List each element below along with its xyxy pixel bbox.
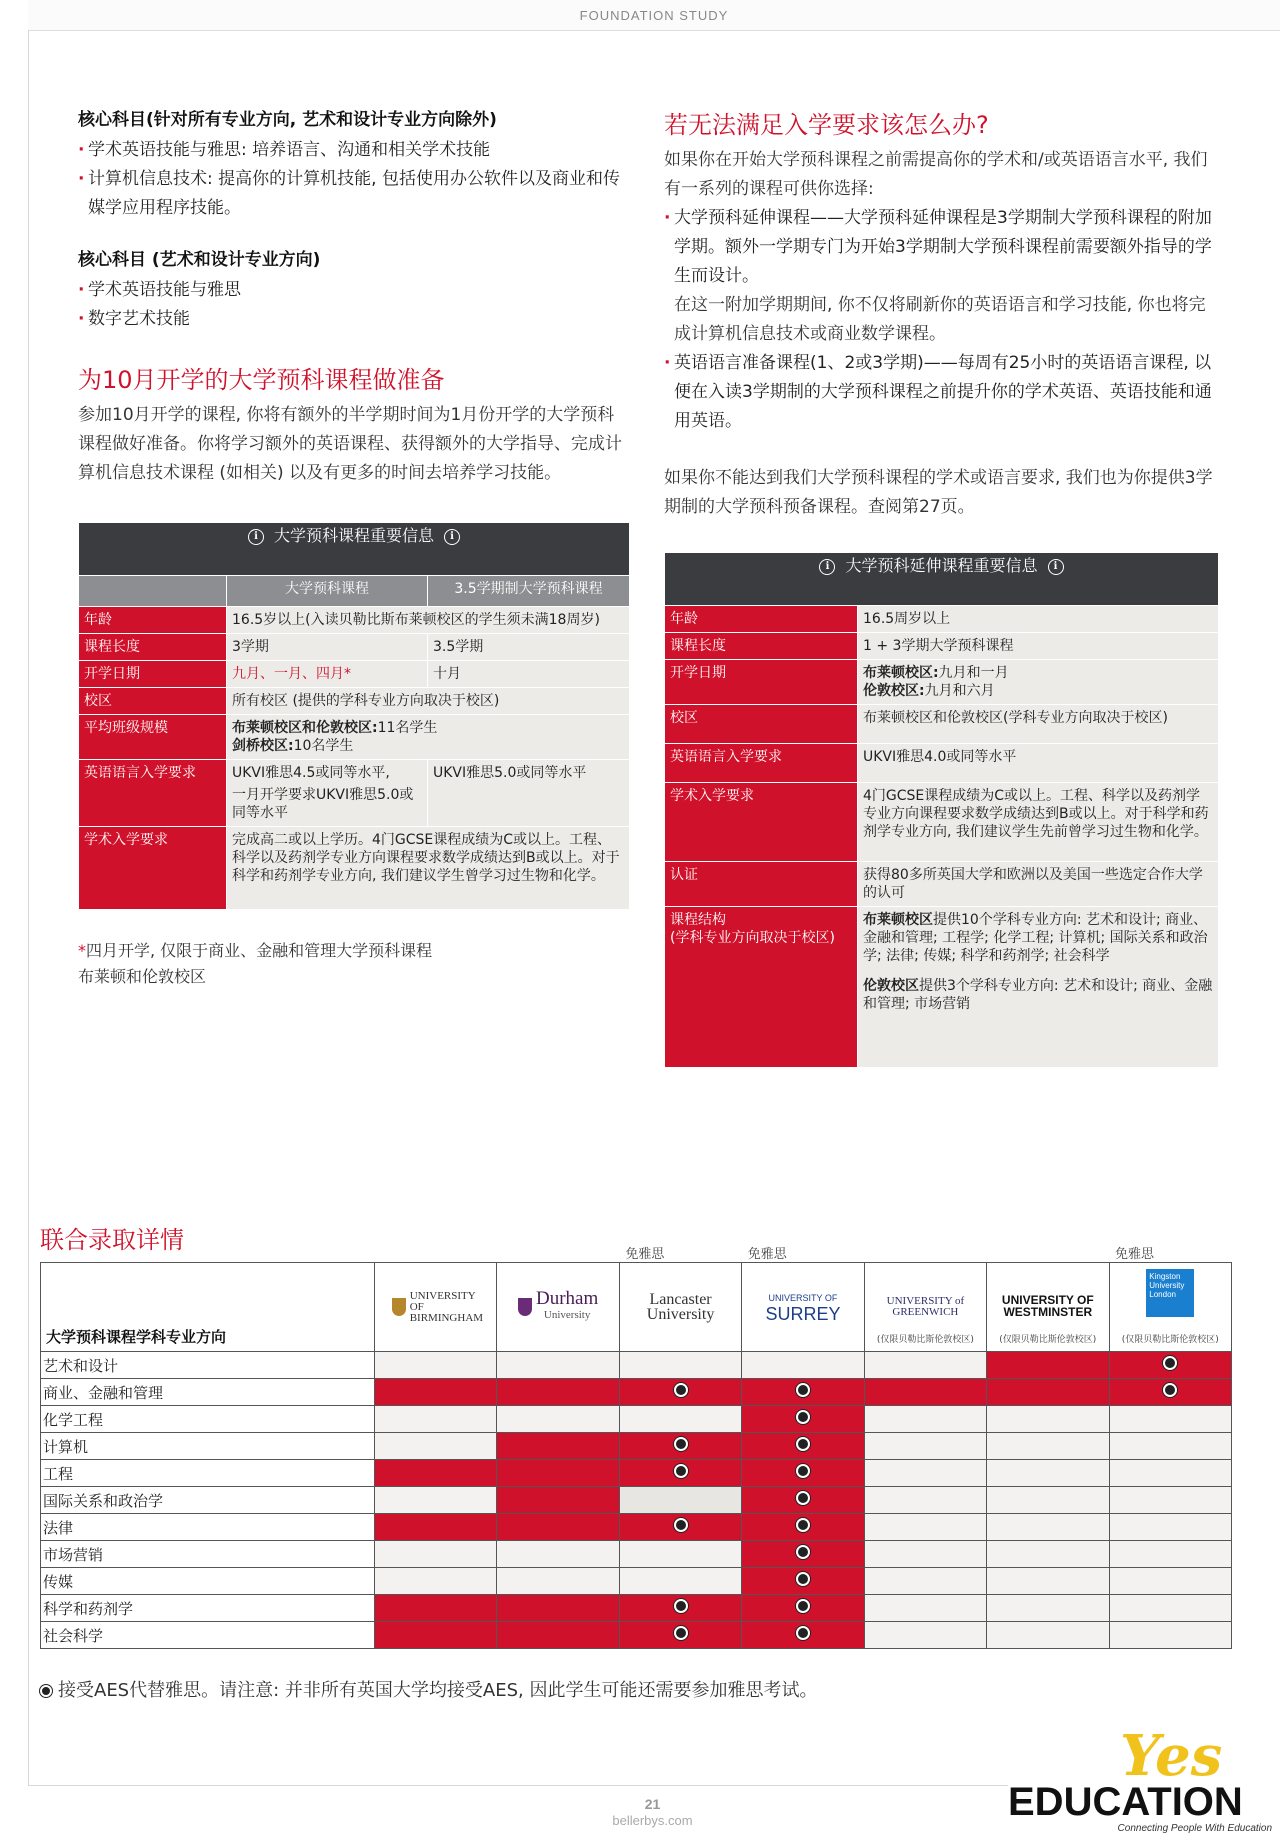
- october-prep-paragraph: 参加10月开学的课程, 你将有额外的半学期时间为1月份开学的大学预科课程做好准备。你将学习额外的英语课程、获得额外的大学指导、完成计算机信息技术课程 (如相关) 以及有更多的时间去培养学习技能。: [78, 405, 622, 483]
- list-item: · 英语语言准备课程(1、2或3学期)——每周有25小时的英语语言课程, 以便在入读3学期制的大学预科课程之前提升你的学术英语、英语技能和通用英语。: [664, 349, 1219, 436]
- right-column: [664, 105, 1219, 1068]
- row-label: 学术入学要求: [665, 783, 858, 862]
- logo-birmingham: UNIVERSITY OF BIRMINGHAM: [375, 1263, 497, 1352]
- logo-kingston: Kingston University London (仅限贝勒比斯伦敦校区): [1109, 1263, 1231, 1352]
- row-value: 获得80多所英国大学和欧洲以及美国一些选定合作大学的认可: [858, 862, 1219, 907]
- row-label: 课程结构 (学科专业方向取决于校区): [665, 907, 858, 1068]
- aes-dot-icon: [796, 1383, 810, 1397]
- row-value: 16.5岁以上(入读贝勒比斯布莱顿校区的学生须未满18周岁): [227, 607, 630, 634]
- table-title: i 大学预科课程重要信息 i: [79, 523, 630, 576]
- list-item: · 计算机信息技术: 提高你的计算机技能, 包括使用办公软件以及商业和传媒学应用程序技能。: [78, 165, 630, 223]
- table-title: i 大学预科延伸课程重要信息 i: [665, 553, 1219, 606]
- row-label: 英语语言入学要求: [79, 760, 227, 827]
- logo-durham: Durham University: [497, 1263, 619, 1352]
- row-value: 布莱顿校区:九月和一月 伦敦校区:九月和六月: [858, 660, 1219, 705]
- list-item: · 大学预科延伸课程——大学预科延伸课程是3学期制大学预科课程的附加学期。额外一学期专门为开始3学期制大学预科课程前需要额外指导的学生而设计。: [664, 204, 1219, 291]
- footnote-campus: 布莱顿和伦敦校区: [78, 967, 207, 986]
- list-item: · 数字艺术技能: [78, 305, 630, 334]
- col-header: 3.5学期制大学预科课程: [428, 576, 630, 607]
- row-value: 布莱顿校区和伦敦校区(学科专业方向取决于校区): [858, 705, 1219, 744]
- row-value: 所有校区 (提供的学科专业方向取决于校区): [227, 688, 630, 715]
- aes-dot-icon: [796, 1626, 810, 1640]
- row-value: 3学期: [227, 634, 428, 661]
- aes-dot-icon: [796, 1410, 810, 1424]
- ielts-exempt-label: 免雅思: [1115, 1246, 1155, 1262]
- row-label: 认证: [665, 862, 858, 907]
- joint-admission-matrix: [40, 1242, 1232, 1649]
- logo-westminster: UNIVERSITY OF WESTMINSTER (仅限贝勒比斯伦敦校区): [987, 1263, 1109, 1352]
- footnote: *四月开学, 仅限于商业、金融和管理大学预科课程: [78, 941, 433, 960]
- admission-table: [40, 1242, 1232, 1649]
- table-row: 工程: [41, 1460, 1232, 1487]
- info-icon: i: [444, 529, 460, 545]
- col-header: 大学预科课程: [227, 576, 428, 607]
- section-header: FOUNDATION STUDY: [28, 0, 1280, 31]
- left-column: [78, 105, 630, 990]
- crest-icon: [392, 1298, 406, 1316]
- table-row: 社会科学: [41, 1622, 1232, 1649]
- aes-dot-icon: [674, 1518, 688, 1532]
- aes-dot-icon: [796, 1518, 810, 1532]
- list-item: · 学术英语技能与雅思: [78, 276, 630, 305]
- aes-dot-icon: [796, 1464, 810, 1478]
- aes-dot-icon: [674, 1464, 688, 1478]
- aes-dot-icon: [796, 1572, 810, 1586]
- info-icon: i: [1048, 559, 1064, 575]
- requirements-heading: 若无法满足入学要求该怎么办?: [664, 111, 989, 139]
- row-label: 开学日期: [665, 660, 858, 705]
- row-label: 平均班级规模: [79, 715, 227, 760]
- core-subjects-art-title: 核心科目 (艺术和设计专业方向): [78, 250, 321, 270]
- extended-info-table: [664, 552, 1219, 1068]
- logo-lancaster: Lancaster University: [619, 1263, 741, 1352]
- row-value: 1 + 3学期大学预科课程: [858, 633, 1219, 660]
- row-value: 布莱顿校区和伦敦校区:11名学生 剑桥校区:10名学生: [227, 715, 630, 760]
- subject-header: 大学预科课程学科专业方向: [41, 1263, 375, 1352]
- row-value: UKVI雅思4.5或同等水平, 一月开学要求UKVI雅思5.0或同等水平: [227, 760, 428, 827]
- row-value: 九月、一月、四月*: [227, 661, 428, 688]
- yes-education-logo: Yes EDUCATION Connecting People With Education: [1008, 1728, 1280, 1838]
- list-item-continuation: 在这一附加学期期间, 你不仅将刷新你的英语语言和学习技能, 你也将完成计算机信息技术或商业数学课程。: [674, 295, 1206, 344]
- aes-dot-icon: [796, 1437, 810, 1451]
- row-label: 年龄: [665, 606, 858, 633]
- joint-admission-title: 联合录取详情: [40, 1226, 184, 1254]
- aes-dot-icon: [674, 1383, 688, 1397]
- row-value: 完成高二或以上学历。4门GCSE课程成绩为C或以上。工程、科学以及药剂学专业方向课程要求数学成绩达到B或以上。对于科学和药剂学专业方向, 我们建议学生曾学习过生物和化学。: [227, 827, 630, 910]
- table-row: 国际关系和政治学: [41, 1487, 1232, 1514]
- table-row: 艺术和设计: [41, 1352, 1232, 1379]
- row-label: 校区: [79, 688, 227, 715]
- aes-dot-icon: [674, 1437, 688, 1451]
- row-value: UKVI雅思4.0或同等水平: [858, 744, 1219, 783]
- table-row: 传媒: [41, 1568, 1232, 1595]
- page-number: 21: [644, 1796, 661, 1812]
- table-row: 商业、金融和管理: [41, 1379, 1232, 1406]
- aes-dot-icon: [674, 1626, 688, 1640]
- aes-dot-icon: [1163, 1356, 1177, 1370]
- table-row: 市场营销: [41, 1541, 1232, 1568]
- core-subjects-title: 核心科目(针对所有专业方向, 艺术和设计专业方向除外): [78, 110, 497, 130]
- aes-dot-icon: [674, 1599, 688, 1613]
- ielts-exempt-label: 免雅思: [625, 1246, 665, 1262]
- aes-dot-icon: [40, 1685, 52, 1697]
- info-icon: i: [819, 559, 835, 575]
- aes-dot-icon: [796, 1545, 810, 1559]
- table-row: 化学工程: [41, 1406, 1232, 1433]
- crest-icon: [518, 1298, 532, 1316]
- aes-dot-icon: [1163, 1383, 1177, 1397]
- october-prep-heading: 为10月开学的大学预科课程做准备: [78, 366, 445, 394]
- row-value: 布莱顿校区提供10个学科专业方向: 艺术和设计; 商业、金融和管理; 工程学; 化学工程; 计算机; 国际关系和政治学; 法律; 传媒; 科学和药剂学; 社会科学 伦敦校区提供3个学科专业方向: 艺术和设计; 商业、金融和管理; 市场营销: [858, 907, 1219, 1068]
- foundation-info-table: [78, 522, 630, 910]
- table-row: 科学和药剂学: [41, 1595, 1232, 1622]
- row-value: 4门GCSE课程成绩为C或以上。工程、科学以及药剂学专业方向课程要求数学成绩达到B或以上。对于科学和药剂学专业方向, 我们建议学生先前曾学习过生物和化学。: [858, 783, 1219, 862]
- aes-legend: 接受AES代替雅思。请注意: 并非所有英国大学均接受AES, 因此学生可能还需要参加雅思考试。: [40, 1676, 817, 1702]
- row-label: 学术入学要求: [79, 827, 227, 910]
- row-value: 16.5周岁以上: [858, 606, 1219, 633]
- row-value: UKVI雅思5.0或同等水平: [428, 760, 630, 827]
- requirements-intro: 如果你在开始大学预科课程之前需提高你的学术和/或英语语言水平, 我们有一系列的课程可供你选择:: [664, 150, 1208, 199]
- row-value: 3.5学期: [428, 634, 630, 661]
- list-item: · 学术英语技能与雅思: 培养语言、沟通和相关学术技能: [78, 136, 630, 165]
- footer-url: bellerbys.com: [612, 1813, 693, 1828]
- table-row: 法律: [41, 1514, 1232, 1541]
- row-label: 校区: [665, 705, 858, 744]
- table-row: 计算机: [41, 1433, 1232, 1460]
- info-icon: i: [248, 529, 264, 545]
- aes-dot-icon: [796, 1599, 810, 1613]
- row-label: 英语语言入学要求: [665, 744, 858, 783]
- row-label: 开学日期: [79, 661, 227, 688]
- logo-greenwich: UNIVERSITY of GREENWICH (仅限贝勒比斯伦敦校区): [864, 1263, 986, 1352]
- aes-dot-icon: [796, 1491, 810, 1505]
- row-label: 年龄: [79, 607, 227, 634]
- row-value: 十月: [428, 661, 630, 688]
- pre-foundation-paragraph: 如果你不能达到我们大学预科课程的学术或语言要求, 我们也为你提供3学期制的大学预科预备课程。查阅第27页。: [664, 468, 1213, 517]
- row-label: 课程长度: [665, 633, 858, 660]
- logo-surrey: UNIVERSITY OF SURREY: [742, 1263, 864, 1352]
- ielts-exempt-label: 免雅思: [747, 1246, 787, 1262]
- row-label: 课程长度: [79, 634, 227, 661]
